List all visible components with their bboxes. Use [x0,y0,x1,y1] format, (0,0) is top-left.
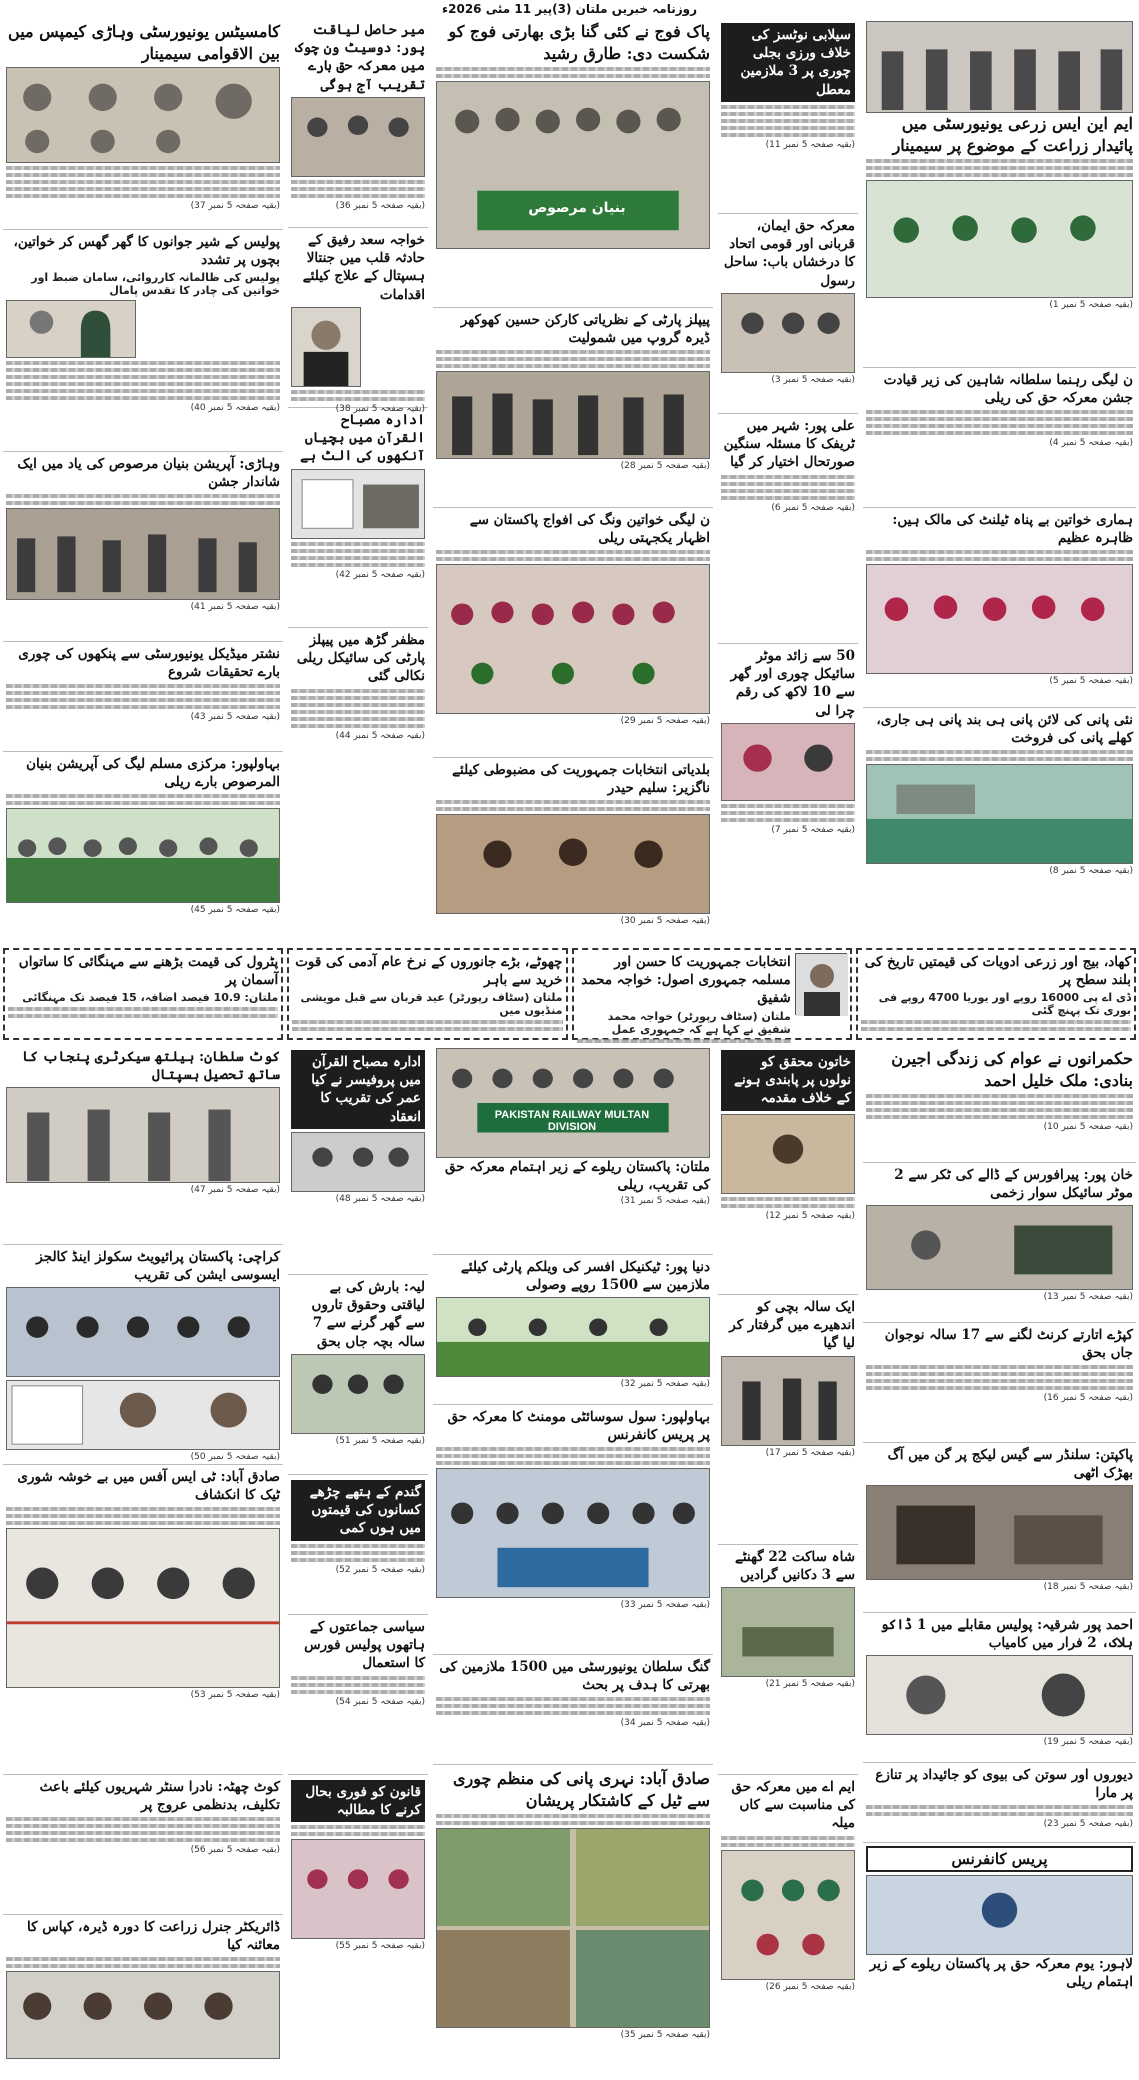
banner-text: PAKISTAN RAILWAY MULTAN DIVISION [494,1109,650,1133]
photo [291,1132,425,1192]
band-text: ملتان (سٹاف رپورٹر) عید قربان سے قبل مویشی منڈیوں میں [300,991,563,1018]
continuation: (بقیہ صفحہ 5 نمبر 41) [190,602,280,613]
article [718,18,858,214]
lower-column-2 [288,1045,428,2077]
article [718,1045,858,1295]
headline: صادق آباد: ٹی ایس آفس میں بے خوشہ شوری ٹیک کا انکشاف [17,1469,280,1504]
article [718,414,858,644]
headline: سیلابی نوٹسز کی خلاف ورزی بجلی چوری پر 3 ملازمین معطل [721,23,855,102]
photo [436,814,710,914]
article [718,1295,858,1545]
band-article [3,948,283,1040]
article [3,1045,283,1245]
headline: صادق آباد: نہری پانی کی منظم چوری سے ٹیل کے کاشتکار پریشان [452,1769,710,1810]
continuation: (بقیہ صفحہ 5 نمبر 18) [1043,1582,1133,1593]
band-text: ملتان: 10.9 فیصد اضافہ، 15 فیصد تک مہنگائی [22,991,279,1005]
article [433,1655,713,1765]
photo [436,371,710,459]
photo [6,1971,280,2059]
article [863,1045,1136,1163]
continuation: (بقیہ صفحہ 5 نمبر 32) [620,1379,710,1390]
article [3,642,283,752]
headline: علی پور: شہر میں ٹریفک کا مسئلہ سنگین صورتحال اختیار کر گیا [723,418,855,471]
continuation: (بقیہ صفحہ 5 نمبر 35) [620,2030,710,2041]
continuation: (بقیہ صفحہ 5 نمبر 50) [190,1452,280,1463]
photo [6,300,136,358]
photo [6,808,280,903]
column-2 [288,18,428,946]
continuation: (بقیہ صفحہ 5 نمبر 28) [620,461,710,472]
portrait [291,307,361,387]
band-article [572,948,852,1040]
band-headline: چھوٹے، بڑے جانوروں کے نرخ عام آدمی کی قوت خرید سے باہر [295,954,563,989]
headline: 50 سے زائد موٹر سائیکل چوری اور گھر سے 10 لاکھ کی رقم چرا لی [730,648,855,719]
continuation: (بقیہ صفحہ 5 نمبر 36) [335,200,425,211]
column-3 [433,18,713,946]
photo [291,1354,425,1434]
article [863,1843,1136,2023]
continuation: (بقیہ صفحہ 5 نمبر 34) [620,1718,710,1729]
photo [291,1839,425,1939]
headline: خاتون محقق کو نولوں پر پابندی ہونے کے خلاف مقدمہ [721,1050,855,1111]
article [718,1545,858,1775]
portrait [795,953,847,1015]
headline: حکمرانوں نے عوام کی زندگی اجیرن بنادی: ملک خلیل احمد [891,1049,1133,1090]
column-4 [718,18,858,946]
continuation: (بقیہ صفحہ 5 نمبر 51) [335,1435,425,1446]
headline: کوٹ سلطان: ہیلتھ سیکرٹری پنجاب کا ساتھ تحصیل ہسپتال [22,1049,280,1084]
band-text: ملتان (سٹاف رپورٹر) خواجہ محمد شفیق نے کہا ہے کہ جمہوری عمل [607,1009,791,1036]
headline: لاہور: یوم معرکہ حق پر پاکستان ریلوے کے زیر اہتمام ریلی [869,1956,1133,1991]
headline: کپڑے اتارتے کرنٹ لگنے سے 17 سالہ نوجوان جاں بحق [884,1327,1133,1362]
continuation: (بقیہ صفحہ 5 نمبر 44) [335,730,425,741]
article [433,308,713,508]
lower-column-5 [863,1045,1136,2077]
headline: سیاسی جماعتوں کے ہاتھوں پولیس فورس کا استعمال [304,1619,425,1672]
continuation: (بقیہ صفحہ 5 نمبر 1) [1049,300,1133,311]
headline: بہاولپور: سول سوسائٹی مومنٹ کا معرکہ حق پر پریس کانفرنس [447,1409,710,1444]
photo [866,21,1133,113]
article [433,758,713,938]
continuation: (بقیہ صفحہ 5 نمبر 52) [335,1564,425,1575]
lower-column-4 [718,1045,858,2077]
continuation: (بقیہ صفحہ 5 نمبر 7) [771,824,855,835]
photo [6,1528,280,1688]
continuation: (بقیہ صفحہ 5 نمبر 33) [620,1600,710,1611]
photo-grid [6,67,280,163]
continuation: (بقیہ صفحہ 5 نمبر 8) [1049,866,1133,877]
article [863,508,1136,708]
continuation: (بقیہ صفحہ 5 نمبر 40) [190,403,280,414]
band-article [287,948,567,1040]
headline: وہاڑی: آپریشن بنیان مرصوص کی یاد میں ایک شاندار جشن [17,456,280,491]
headline: پاک فوج نے کئی گنا بڑی بھارتی فوج کو شکست دی: طارق رشید [448,22,710,63]
continuation: (بقیہ صفحہ 5 نمبر 37) [190,201,280,212]
headline: خان پور: پیرافورس کے ڈالے کی ٹکر سے 2 موٹر سائیکل سوار زخمی [894,1167,1133,1202]
photo [291,97,425,177]
article [863,1323,1136,1443]
continuation: (بقیہ صفحہ 5 نمبر 47) [190,1185,280,1196]
photo [866,564,1133,674]
band-headline: انتخابات جمہوریت کا حسن اور مسلمہ جمہوری اصول: خواجہ محمد شفیق [581,954,791,1007]
article [3,752,283,932]
article [863,368,1136,508]
continuation: (بقیہ صفحہ 5 نمبر 45) [190,905,280,916]
headline: دیوروں اور سوتن کی بیوی کو جائیداد پر تنازع پر مارا [875,1767,1133,1802]
column-1 [3,18,283,946]
headline: ایم اے میں معرکہ حق کی مناسبت سے کاں میلہ [731,1779,855,1832]
headline: شاہ ساکت 22 گھنٹے سے 3 دکانیں گرادیں [734,1549,855,1584]
continuation: (بقیہ صفحہ 5 نمبر 17) [765,1447,855,1458]
photo-grid [436,1828,710,2028]
article [3,452,283,642]
headline: ایم این ایس زرعی یونیورسٹی میں پائیدار زراعت کے موضوع پر سیمینار [892,114,1133,155]
continuation: (بقیہ صفحہ 5 نمبر 3) [771,374,855,385]
photo [436,564,710,714]
article [288,1275,428,1475]
continuation: (بقیہ صفحہ 5 نمبر 55) [335,1941,425,1952]
headline: ن لیگی رہنما سلطانہ شاہین کی زیر قیادت جشن معرکہ حق کی ریلی [883,372,1133,407]
article [863,1763,1136,1843]
article [3,1775,283,1915]
headline: احمد پور شرقیہ: پولیس مقابلے میں 1 ڈاکو ہلاک، 2 فرار میں کامیاب [880,1617,1133,1652]
article [3,18,283,230]
lower-column-3 [433,1045,713,2077]
continuation: (بقیہ صفحہ 5 نمبر 43) [190,712,280,723]
article [288,18,428,228]
article [433,1405,713,1655]
press-conference-badge: پریس کانفرنس [866,1846,1133,1872]
headline: خواجہ سعد رفیق کے حادثہ قلب میں جنتالا ہسپتال کے علاج کیلئے اقدامات [302,232,425,303]
article [3,1915,283,2075]
photo [721,293,855,373]
article [718,214,858,414]
continuation: (بقیہ صفحہ 5 نمبر 16) [1043,1393,1133,1404]
headline: ایک سالہ بچی کو اندھیرے میں گرفتار کر لیا گیا [729,1299,855,1352]
headline: ن لیگی خواتین ونگ کی افواج پاکستان سے اظہار یکجہتی ریلی [469,512,710,547]
continuation: (بقیہ صفحہ 5 نمبر 6) [771,502,855,513]
photo [866,1655,1133,1735]
photo [436,1297,710,1377]
headline: گندم کے ہتھے چڑھے کسانوں کی قیمتوں میں ہوں کمی [291,1480,425,1541]
photo [721,1850,855,1980]
article [863,1613,1136,1763]
masthead [0,0,1139,18]
photo [866,1485,1133,1580]
headline: نئی پانی کی لائن پانی ہی بند پانی ہی جاری، کھلے پانی کی فروخت [876,712,1133,747]
article [288,1775,428,2065]
article [3,230,283,452]
band-text: ڈی اے پی 16000 روپے اور یوریا 4700 روپے فی بوری تک پہنچ گئی [878,991,1131,1018]
continuation: (بقیہ صفحہ 5 نمبر 31) [620,1196,710,1207]
photo [866,764,1133,864]
headline: کوٹ چھٹہ: نادرا سنٹر شہریوں کیلئے باعث تکلیف، بدنظمی عروج پر [39,1779,280,1814]
continuation: (بقیہ صفحہ 5 نمبر 4) [1049,438,1133,449]
article [433,1045,713,1255]
article [288,1475,428,1615]
article [718,1775,858,2065]
continuation: (بقیہ صفحہ 5 نمبر 53) [190,1690,280,1701]
article [863,18,1136,368]
article [433,18,713,308]
headline: کامسیٹس یونیورسٹی وہاڑی کیمپس میں بین الاقوامی سیمینار [8,22,280,63]
headline: مظفر گڑھ میں پیپلز پارٹی کی سائیکل ریلی نکالی گئی [296,632,425,685]
continuation: (بقیہ صفحہ 5 نمبر 11) [765,139,855,150]
headline: پیپلز پارٹی کے نظریاتی کارکن حسین کھوکھر ڈیرہ گروپ میں شمولیت [460,312,710,347]
band-article [856,948,1136,1040]
headline: میر حاصل لیاقت پور: دوسیٹ ون چوک میں معرکہ حق بارے تقریب آج ہوگی [295,22,425,93]
headline: ادارہ مصباح القرآن میں پروفیسر نے کیا عمر کی تقریب کا انعقاد [291,1050,425,1129]
headline: پولیس کے شیر جوانوں کا گھر گھس کر خواتین، بچوں پر تشدد [13,234,280,269]
headline: معرکہ حق ایمان، قربانی اور قومی اتحاد کا درخشاں باب: ساحل رسول [723,218,855,289]
photo [721,1114,855,1194]
photo [6,508,280,600]
headline: ادارہ مصباح القرآن میں بچیاں آنکھوں کی الٹ ہے [300,412,425,465]
article [288,228,428,414]
headline: قانون کو فوری بحال کرنے کا مطالبہ [291,1780,425,1822]
band-headline: پٹرول کی قیمت بڑھنے سے مہنگائی کا ساتواں آسمان پر [18,954,279,989]
article [433,1255,713,1405]
photo [866,180,1133,298]
banner-text: بنیان مرصوص [528,200,626,217]
article [288,408,428,628]
continuation: (بقیہ صفحہ 5 نمبر 19) [1043,1737,1133,1748]
continuation: (بقیہ صفحہ 5 نمبر 38) [335,403,425,414]
article [863,708,1136,938]
continuation: (بقیہ صفحہ 5 نمبر 56) [190,1845,280,1856]
photo [436,1048,710,1158]
continuation: (بقیہ صفحہ 5 نمبر 30) [620,916,710,927]
photo [866,1205,1133,1290]
article [433,508,713,758]
headline: گنگ سلطان یونیورسٹی میں 1500 ملازمین کی بھرتی کا ہدف پر بحث [439,1659,710,1694]
masthead-text: روزنامہ خبریں ملتان (3)پیر 11 مئی 2026ء [441,2,698,16]
photo-grid [6,1380,280,1450]
continuation: (بقیہ صفحہ 5 نمبر 23) [1043,1819,1133,1830]
continuation: (بقیہ صفحہ 5 نمبر 5) [1049,676,1133,687]
article [288,628,428,928]
photo [6,1287,280,1377]
photo [6,1087,280,1183]
headline: بلدیاتی انتخابات جمہوریت کی مضبوطی کیلئے ناگزیر: سلیم حیدر [452,762,710,797]
continuation: (بقیہ صفحہ 5 نمبر 26) [765,1981,855,1992]
photo [721,723,855,801]
photo [291,469,425,539]
subheadline: پولیس کی ظالمانہ کارروائی، سامان ضبط اور خواتین کی چادر کا تقدس پامال [31,271,280,298]
photo [866,1875,1133,1955]
continuation: (بقیہ صفحہ 5 نمبر 54) [335,1696,425,1707]
band-headline: کھاد، بیج اور زرعی ادویات کی قیمتیں تاریخ کی بلند سطح پر [864,954,1131,989]
headline: لیہ: بارش کی بے لیاقتی وحقوق تاروں سے گھر گرنے سے 7 سالہ بچہ جاں بحق [311,1279,425,1350]
continuation: (بقیہ صفحہ 5 نمبر 42) [335,569,425,580]
continuation: (بقیہ صفحہ 5 نمبر 13) [1043,1292,1133,1303]
headline: ہماری خواتین بے پناہ ٹیلنٹ کی مالک ہیں: ظاہرہ عظیم [892,512,1133,547]
article [433,1765,713,2075]
article [3,1465,283,1775]
headline-band [0,948,1139,1040]
continuation: (بقیہ صفحہ 5 نمبر 10) [1043,1122,1133,1133]
continuation: (بقیہ صفحہ 5 نمبر 12) [765,1210,855,1221]
photo [721,1587,855,1677]
column-5 [863,18,1136,946]
headline: ڈائریکٹر جنرل زراعت کا دورہ ڈیرہ، کپاس کا معائنہ کیا [27,1919,280,1954]
continuation: (بقیہ صفحہ 5 نمبر 29) [620,716,710,727]
photo [436,81,710,249]
headline: نشتر میڈیکل یونیورسٹی سے پنکھوں کی چوری بارے تحقیقات شروع [18,646,280,681]
lower-column-1 [3,1045,283,2077]
photo [436,1468,710,1598]
continuation: (بقیہ صفحہ 5 نمبر 48) [335,1193,425,1204]
headline: کراچی: پاکستان پرائیویٹ سکولز اینڈ کالجز ایسوسی ایشن کی تقریب [36,1249,280,1284]
article [3,1245,283,1465]
photo [721,1356,855,1446]
article [718,644,858,934]
article [288,1615,428,1775]
headline: ملتان: پاکستان ریلوے کے زیر اہتمام معرکہ حق کی تقریب، ریلی [445,1159,710,1194]
continuation: (بقیہ صفحہ 5 نمبر 21) [765,1679,855,1690]
headline: بہاولپور: مرکزی مسلم لیگ کی آپریشن بنیان المرصوص بارے ریلی [26,756,280,791]
article [288,1045,428,1275]
article [863,1443,1136,1613]
headline: پاکپتن: سلنڈر سے گیس لیکج پر گن میں آگ بھڑک اٹھی [887,1447,1133,1482]
headline: دنیا پور: ٹیکنیکل افسر کی ویلکم پارٹی کیلئے ملازمین سے 1500 روپے وصولی [460,1259,710,1294]
article [863,1163,1136,1323]
